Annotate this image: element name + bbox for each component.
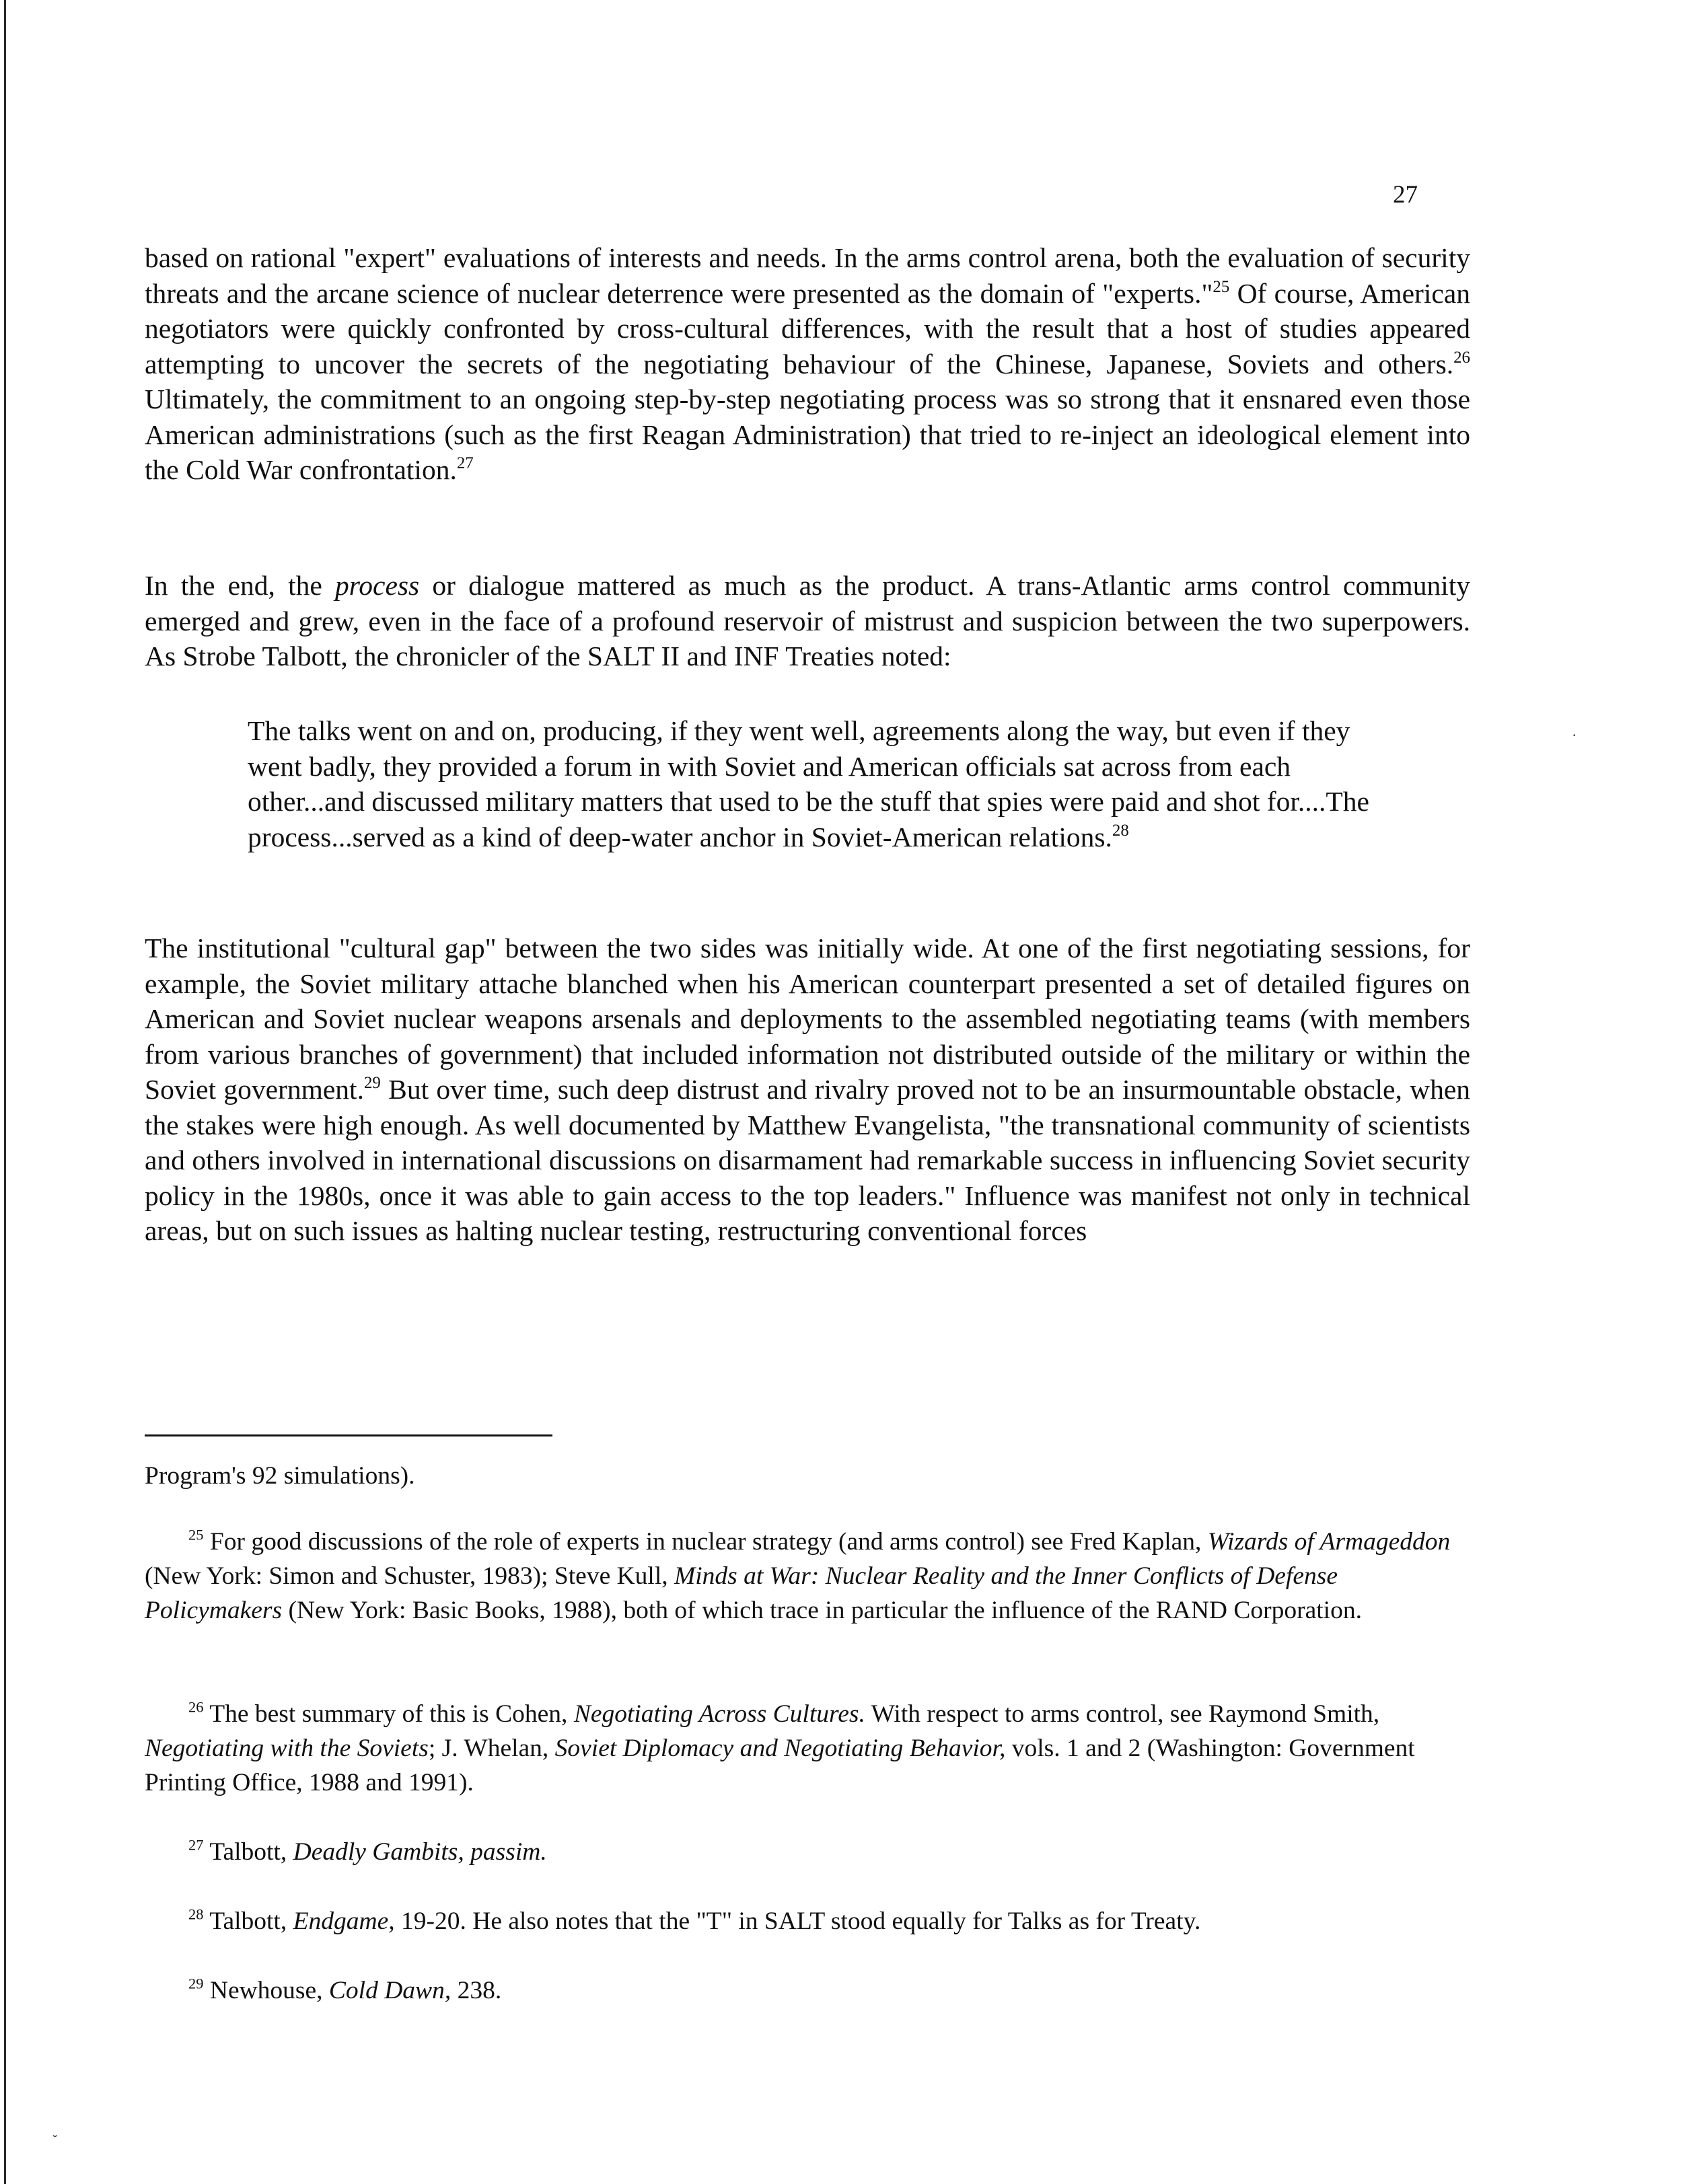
- footnote-29: [145, 1973, 1470, 2008]
- footnote-text: With respect to arms control, see Raymond Smith,: [865, 1700, 1380, 1728]
- scan-speck: ·: [1572, 727, 1577, 743]
- footnote-25: [145, 1525, 1470, 1628]
- footnote-27: [145, 1835, 1470, 1869]
- footnote-number: 26: [188, 1698, 204, 1716]
- footnote-text: 238.: [451, 1977, 502, 2004]
- footnote-title: Endgame,: [293, 1907, 395, 1935]
- footnote-continuation: Program's 92 simulations).: [145, 1462, 415, 1490]
- footnote-26: [145, 1697, 1470, 1800]
- footnote-ref-25: 25: [1213, 277, 1230, 296]
- paragraph-text: The institutional "cultural gap" between the two sides was initially wide. At one of the first negotiating sessions, for example, the Soviet military attache blanched when his American counterpart presented a set of detailed figures on American and Soviet nuclear weapons arsenals and deployments to the assembled negotiating teams (with members from various branches of government) that included information not distributed outside of the military or within the Soviet government.: [145, 933, 1470, 1105]
- footnote-text: The best summary of this is Cohen,: [203, 1700, 574, 1728]
- paragraph-text: Of course, American negotiators were quickly confronted by cross-cultural differences, with the result that a host of studies appeared attempting to uncover the secrets of the negotiating behaviour of the Chinese, Japanese, Soviets and others.: [145, 277, 1470, 379]
- scan-speck: ˘: [52, 2132, 58, 2148]
- paragraph-text: based on rational "expert" evaluations of interests and needs. In the arms control arena, both the evaluation of security threats and the arcane science of nuclear deterrence were presented as the domain of "experts.": [145, 242, 1470, 309]
- paragraph-text: or dialogue mattered as much as the product. A trans-Atlantic arms control community emerged and grew, even in the face of a profound reservoir of mistrust and suspicion between the two superpowers. As Strobe Talbott, the chronicler of the SALT II and INF Treaties noted:: [145, 570, 1471, 671]
- body-paragraph-1: [145, 240, 1470, 488]
- footnote-text: For good discussions of the role of experts in nuclear strategy (and arms control) see Fred Kaplan,: [203, 1528, 1208, 1556]
- footnote-text: vols. 1 and 2 (Washington: Government Printing Office, 1988 and 1991).: [145, 1735, 1415, 1796]
- footnote-number: 25: [188, 1526, 204, 1543]
- block-quote: [248, 713, 1371, 854]
- footnote-ref-28: 28: [1112, 821, 1129, 840]
- footnote-number: 27: [188, 1836, 204, 1854]
- footnote-ref-27: 27: [456, 453, 474, 472]
- footnote-text: 19-20. He also notes that the "T" in SALT stood equally for Talks as for Treaty.: [394, 1907, 1201, 1935]
- footnote-number: 29: [188, 1975, 204, 1992]
- paragraph-text: Ultimately, the commitment to an ongoing step-by-step negotiating process was so strong that it ensnared even those American administrations (such as the first Reagan Administration) that tried to re-inject an ideological element into the Cold War confrontation.: [145, 384, 1470, 485]
- footnote-title: Wizards of Armageddon: [1207, 1528, 1451, 1556]
- footnote-title: Minds at War: Nuclear Reality and the Inner Conflicts of Defense Policymakers: [145, 1562, 1338, 1624]
- footnote-number: 28: [188, 1905, 204, 1923]
- footnote-text: Talbott,: [203, 1907, 293, 1935]
- page-number: 27: [1393, 181, 1418, 209]
- quote-text: The talks went on and on, producing, if they went well, agreements along the way, but even if they went badly, they provided a forum in with Soviet and American officials sat across from each other...and discussed military matters that used to be the stuff that spies were paid and shot for....The process...served as a kind of deep-water anchor in Soviet-American relations.: [248, 715, 1369, 852]
- paragraph-text: In the end, the: [145, 570, 335, 601]
- footnote-text: ; J. Whelan,: [428, 1735, 555, 1762]
- footnote-ref-29: 29: [363, 1073, 381, 1092]
- footnote-text: Newhouse,: [203, 1977, 329, 2004]
- footnote-text: (New York: Basic Books, 1988), both of which trace in particular the influence of the RAND Corporation.: [282, 1597, 1362, 1624]
- body-paragraph-2: [145, 568, 1470, 674]
- footnote-text: Talbott,: [203, 1838, 293, 1866]
- footnote-separator: [145, 1434, 552, 1436]
- footnote-text: (New York: Simon and Schuster, 1983); Steve Kull,: [145, 1562, 675, 1590]
- body-paragraph-3: [145, 931, 1470, 1249]
- paragraph-text: But over time, such deep distrust and rivalry proved not to be an insurmountable obstacle, when the stakes were high enough. As well documented by Matthew Evangelista, "the transnational community of scientists and others involved in international discussions on disarmament had remarkable success in influencing Soviet security policy in the 1980s, once it was able to gain access to the top leaders." Influence was manifest not only in technical areas, but on such issues as halting nuclear testing, restructuring conventional forces: [145, 1074, 1471, 1246]
- footnote-title: Deadly Gambits, passim.: [293, 1838, 547, 1866]
- footnote-title: Negotiating with the Soviets: [145, 1735, 429, 1762]
- footnote-ref-26: 26: [1453, 348, 1470, 367]
- emphasis-process: process: [334, 570, 420, 601]
- footnote-title: Soviet Diplomacy and Negotiating Behavior,: [554, 1735, 1006, 1762]
- footnote-28: [145, 1904, 1470, 1938]
- page-edge-line: [4, 0, 6, 2184]
- footnote-title: Negotiating Across Cultures.: [573, 1700, 865, 1728]
- footnote-title: Cold Dawn,: [328, 1977, 451, 2004]
